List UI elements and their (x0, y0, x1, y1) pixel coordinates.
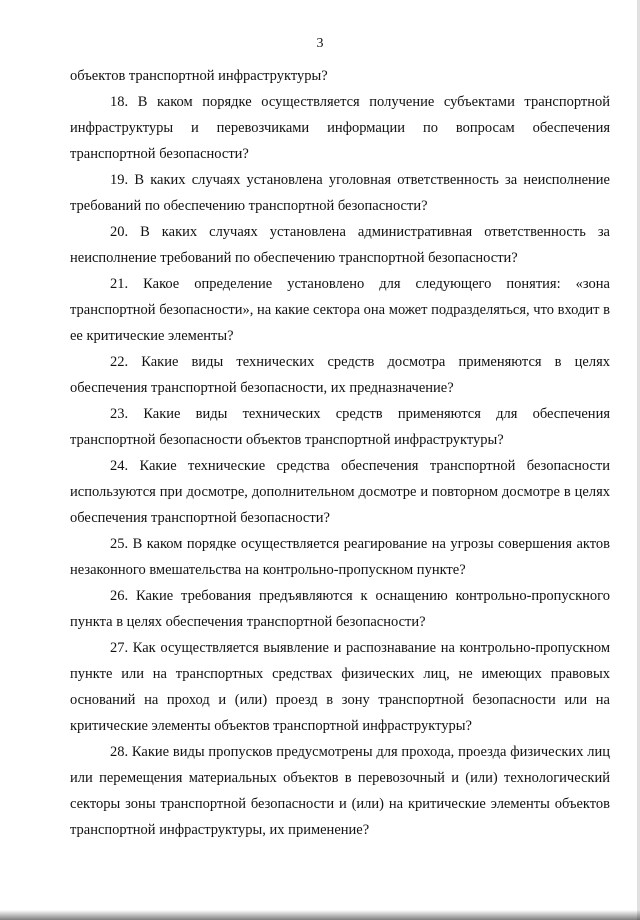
question-20: 20. В каких случаях установлена административная ответственность за неисполнение требований по обеспечению транспортной безопасности? (70, 224, 610, 266)
scan-bottom-edge (0, 910, 640, 920)
question-19: 19. В каких случаях установлена уголовная ответственность за неисполнение требований по обеспечению транспортной безопасности? (70, 172, 610, 214)
page-number: 3 (316, 36, 324, 51)
question-21: 21. Какое определение установлено для следующего понятия: «зона транспортной безопасности», на какие сектора она может подразделяться, что входит в ее критические элементы? (70, 276, 610, 344)
question-24: 24. Какие технические средства обеспечения транспортной безопасности используются при досмотре, дополнительном досмотре и повторном досмотре в целях обеспечения транспортной безопасности? (70, 458, 610, 526)
document-body (70, 63, 610, 843)
question-18: 18. В каком порядке осуществляется получение субъектами транспортной инфраструктуры и перевозчиками информации по вопросам обеспечения транспортной безопасности? (70, 94, 610, 162)
paragraph-continuation: объектов транспортной инфраструктуры? (70, 68, 328, 84)
question-28: 28. Какие виды пропусков предусмотрены для прохода, проезда физических лиц или перемещения материальных объектов в перевозочный и (или) технологический секторы зоны транспортной безопасности и (или) на критические элементы объектов транспортной инфраструктуры, их применение? (70, 744, 610, 838)
question-25: 25. В каком порядке осуществляется реагирование на угрозы совершения актов незаконного вмешательства на контрольно-пропускном пункте? (70, 536, 610, 578)
question-22: 22. Какие виды технических средств досмотра применяются в целях обеспечения транспортной безопасности, их предназначение? (70, 354, 610, 396)
question-23: 23. Какие виды технических средств применяются для обеспечения транспортной безопасности объектов транспортной инфраструктуры? (70, 406, 610, 448)
question-27: 27. Как осуществляется выявление и распознавание на контрольно-пропускном пункте или на транспортных средствах физических лиц, не имеющих правовых оснований на проход и (или) проезд в зону транспортной безопасности или на критические элементы объектов транспортной инфраструктуры? (70, 640, 610, 734)
question-26: 26. Какие требования предъявляются к оснащению контрольно-пропускного пункта в целях обеспечения транспортной безопасности? (70, 588, 610, 630)
